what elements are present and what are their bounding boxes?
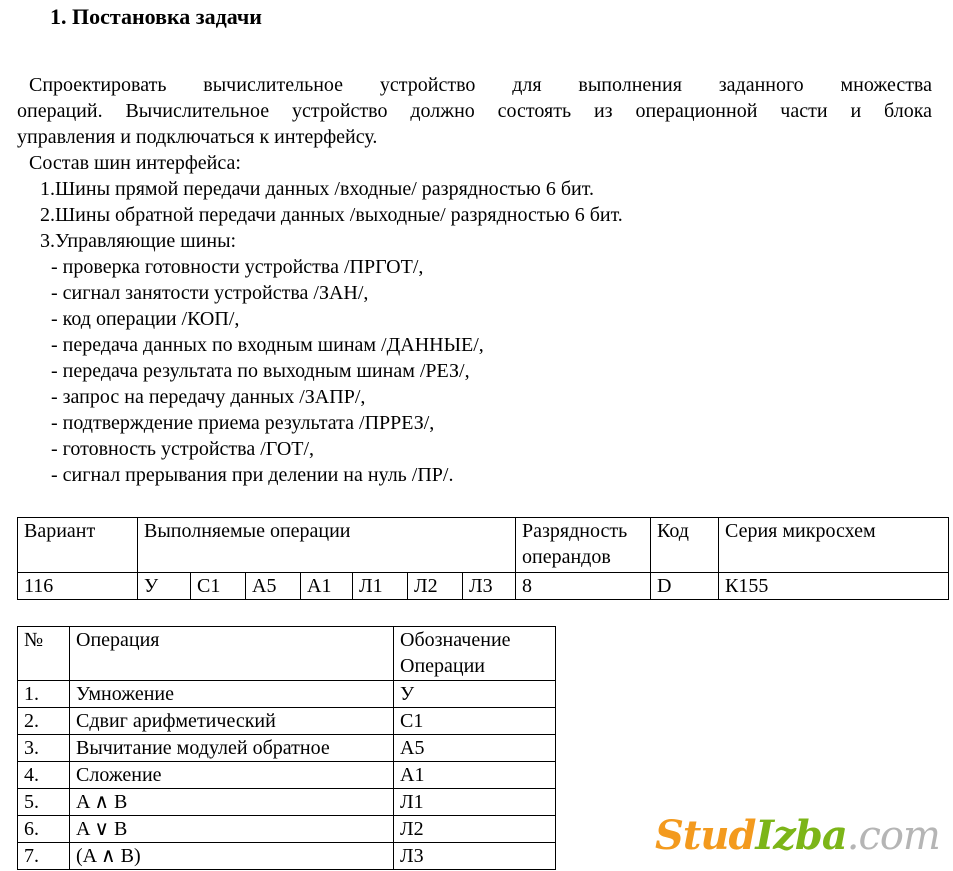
- operation-cell: Л3: [463, 573, 516, 600]
- cell-number: 3.: [18, 735, 70, 762]
- cell-number: 5.: [18, 789, 70, 816]
- operation-cell: Л1: [353, 573, 408, 600]
- logo-part-com: .com: [846, 813, 940, 859]
- studizba-watermark-logo: [655, 812, 940, 859]
- intro-line: управления и подключаться к интерфейсу.: [17, 126, 378, 148]
- cell-number: 1.: [18, 681, 70, 708]
- control-item: - проверка готовности устройства /ПРГОТ/,: [51, 256, 424, 278]
- cell-number: 7.: [18, 843, 70, 870]
- table-row: [18, 843, 556, 870]
- operation-cell: Л2: [408, 573, 463, 600]
- cell-designation: Л3: [394, 843, 556, 870]
- bus-item: 1.Шины прямой передачи данных /входные/ разрядностью 6 бит.: [40, 178, 594, 200]
- control-item: - подтверждение приема результата /ПРРЕЗ/,: [51, 412, 435, 434]
- operation-cell: С1: [191, 573, 246, 600]
- operand-width-value: 8: [516, 573, 651, 600]
- cell-designation: А1: [394, 762, 556, 789]
- control-item: - готовность устройства /ГОТ/,: [51, 438, 315, 460]
- cell-operation: A ∧ B: [70, 789, 394, 816]
- bus-item: 3.Управляющие шины:: [40, 230, 237, 252]
- cell-operation: Умножение: [70, 681, 394, 708]
- cell-designation: У: [394, 681, 556, 708]
- header-number: №: [18, 627, 70, 681]
- table-row: [18, 708, 556, 735]
- intro-line: Спроектировать вычислительное устройство для выполнения заданного множества: [29, 74, 932, 96]
- cell-designation: Л2: [394, 816, 556, 843]
- cell-operation: Вычитание модулей обратное: [70, 735, 394, 762]
- table-row: [18, 735, 556, 762]
- cell-designation: С1: [394, 708, 556, 735]
- logo-part-izba: Izba: [755, 812, 847, 859]
- control-item: - код операции /КОП/,: [51, 308, 240, 330]
- cell-number: 4.: [18, 762, 70, 789]
- cell-number: 2.: [18, 708, 70, 735]
- cell-designation: А5: [394, 735, 556, 762]
- control-item: - сигнал занятости устройства /ЗАН/,: [51, 282, 369, 304]
- logo-part-stud: Stud: [655, 812, 756, 859]
- cell-designation: Л1: [394, 789, 556, 816]
- cell-operation: Сдвиг арифметический: [70, 708, 394, 735]
- cell-number: 6.: [18, 816, 70, 843]
- cell-operation: Сложение: [70, 762, 394, 789]
- variant-table: [17, 517, 949, 600]
- cell-operation: (A ∧ B): [70, 843, 394, 870]
- operation-cell: У: [138, 573, 191, 600]
- cell-operation: A ∨ B: [70, 816, 394, 843]
- code-value: D: [651, 573, 719, 600]
- header-designation: Обозначение Операции: [394, 627, 556, 681]
- control-item: - передача данных по входным шинам /ДАННЫЕ/,: [51, 334, 484, 356]
- bus-heading: Состав шин интерфейса:: [29, 152, 241, 174]
- table-row: [18, 681, 556, 708]
- intro-line: операций. Вычислительное устройство должно состоять из операционной части и блока: [17, 100, 932, 122]
- operations-table: [17, 626, 556, 870]
- task-text: [17, 72, 932, 488]
- section-title: 1. Постановка задачи: [50, 4, 262, 29]
- header-operand-width: Разрядность операндов: [516, 518, 651, 573]
- table-row: [18, 762, 556, 789]
- header-series: Серия микросхем: [719, 518, 949, 573]
- control-item: - запрос на передачу данных /ЗАПР/,: [51, 386, 366, 408]
- bus-item: 2.Шины обратной передачи данных /выходные/ разрядностью 6 бит.: [40, 204, 623, 226]
- series-value: К155: [719, 573, 949, 600]
- operation-cell: А1: [301, 573, 353, 600]
- header-code: Код: [651, 518, 719, 573]
- control-item: - сигнал прерывания при делении на нуль /ПР/.: [51, 464, 454, 486]
- header-variant: Вариант: [18, 518, 138, 573]
- variant-value: 116: [18, 573, 138, 600]
- header-operation: Операция: [70, 627, 394, 681]
- control-item: - передача результата по выходным шинам /РЕЗ/,: [51, 360, 470, 382]
- operation-cell: А5: [246, 573, 301, 600]
- header-operations: Выполняемые операции: [138, 518, 516, 573]
- table-row: [18, 816, 556, 843]
- table-row: [18, 789, 556, 816]
